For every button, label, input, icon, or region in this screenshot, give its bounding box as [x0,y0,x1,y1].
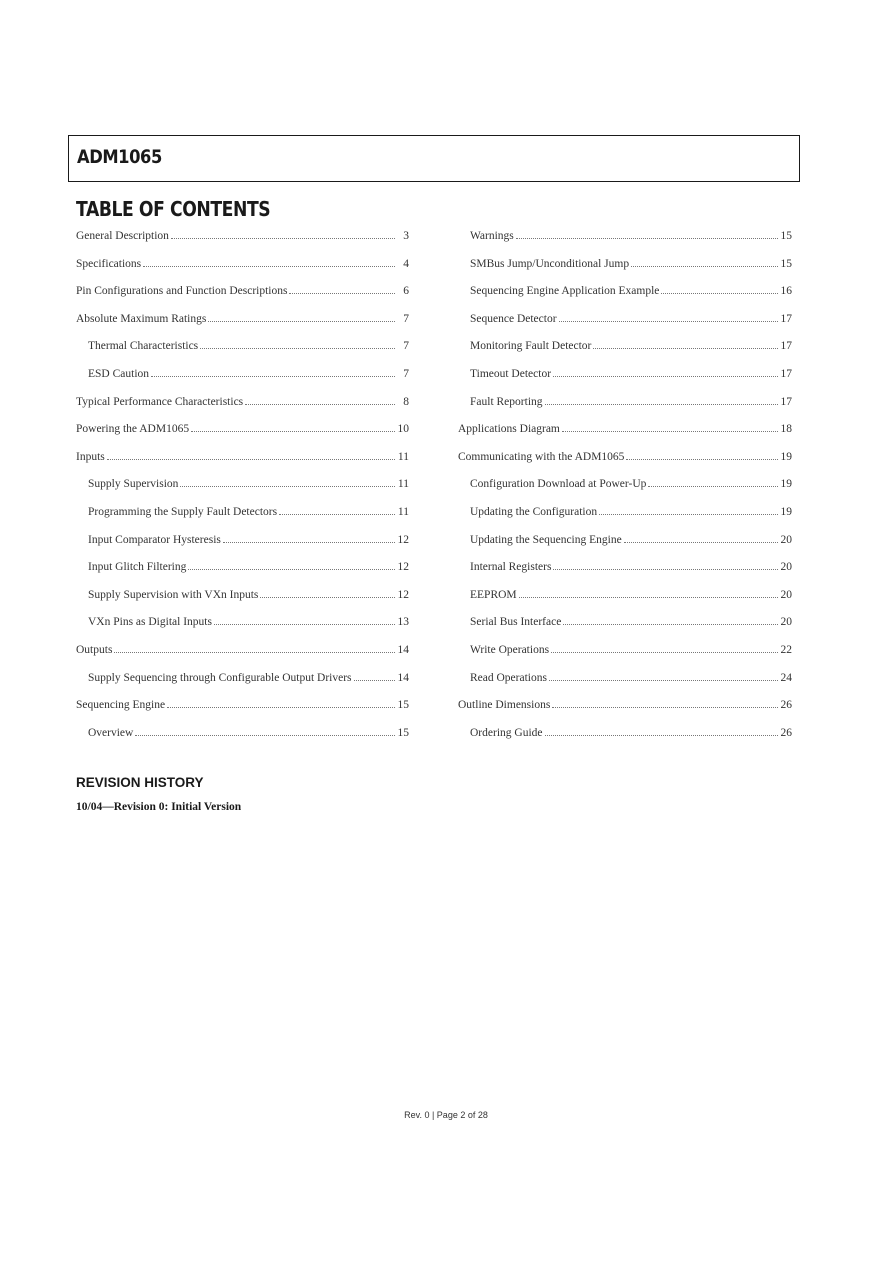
toc-entry-label: Warnings [470,230,514,242]
toc-entry-page: 13 [397,616,409,629]
toc-leader-dots [260,588,395,598]
toc-entry-page: 19 [780,505,792,518]
toc-entry-label: Fault Reporting [470,395,543,408]
toc-subentry[interactable] [76,585,409,613]
toc-subentry[interactable] [458,502,792,530]
toc-leader-dots [559,312,778,322]
toc-entry-page: 11 [397,478,409,491]
toc-entry-page: 7 [403,312,409,325]
toc-entry[interactable] [458,419,792,447]
toc-entry-page: 15 [780,230,792,242]
toc-entry[interactable] [76,281,409,309]
toc-entry-label: Outputs [76,643,113,656]
toc-subentry[interactable] [76,336,409,364]
toc-leader-dots [553,367,778,377]
toc-entry-page: 8 [403,395,409,408]
toc-leader-dots [624,533,778,543]
toc-entry-page: 17 [780,312,792,325]
toc-leader-dots [245,395,395,405]
toc-entry-label: Programming the Supply Fault Detectors [88,505,278,518]
toc-entry[interactable] [76,226,409,254]
toc-leader-dots [626,450,778,460]
toc-entry-page: 20 [780,588,792,601]
toc-entry[interactable] [76,309,409,337]
toc-leader-dots [648,477,778,487]
toc-leader-dots [223,533,395,543]
toc-entry-page: 26 [780,699,792,712]
toc-entry-label: Outline Dimensions [458,699,551,712]
toc-entry-page: 16 [780,285,792,298]
toc-entry-page: 7 [403,367,409,380]
toc-entry-page: 20 [780,616,792,629]
toc-subentry[interactable] [458,336,792,364]
toc-leader-dots [545,395,778,405]
toc-entry-page: 26 [780,726,792,739]
toc-subentry[interactable] [458,254,792,282]
toc-entry-label: Internal Registers [470,561,552,574]
toc-entry-label: Updating the Configuration [470,505,598,518]
toc-leader-dots [553,560,778,570]
toc-leader-dots [551,643,778,653]
toc-leader-dots [552,698,778,708]
toc-leader-dots [200,339,395,349]
toc-entry-label: Applications Diagram [458,423,560,436]
toc-subentry[interactable] [76,668,409,696]
toc-entry-page: 20 [780,533,792,546]
toc-entry-label: Overview [88,726,134,739]
toc-entry-page: 6 [403,285,409,298]
toc-entry[interactable] [76,392,409,420]
toc-entry-page: 22 [780,643,792,656]
toc-entry-label: Powering the ADM1065 [76,423,190,436]
toc-entry-page: 3 [403,230,409,242]
toc-leader-dots [114,643,395,653]
toc-entry-label: Pin Configurations and Function Descriptions [76,285,288,298]
toc-leader-dots [214,615,395,625]
toc-leader-dots [191,422,395,432]
toc-entry-label: Typical Performance Characteristics [76,395,244,408]
toc-entry-page: 14 [397,671,409,684]
toc-subentry[interactable] [458,281,792,309]
toc-entry-label: Specifications [76,257,142,270]
toc-subentry[interactable] [458,364,792,392]
toc-entry-label: Input Glitch Filtering [88,561,187,574]
toc-entry-label: Input Comparator Hysteresis [88,533,221,546]
toc-leader-dots [151,367,395,377]
toc-leader-dots [279,505,395,515]
toc-entry-label: ESD Caution [88,367,150,380]
toc-entry-label: Write Operations [470,643,550,656]
toc-entry-label: Supply Sequencing through Configurable Output Drivers [88,671,352,684]
toc-leader-dots [549,671,778,681]
toc-entry-page: 17 [780,367,792,380]
toc-right-column [458,226,792,750]
toc-leader-dots [519,588,778,598]
toc-subentry[interactable] [458,612,792,640]
document-title: ADM1065 [77,146,162,168]
toc-entry-label: Monitoring Fault Detector [470,340,592,353]
toc-entry[interactable] [76,695,409,723]
toc-subentry[interactable] [458,392,792,420]
toc-entry-page: 11 [397,505,409,518]
toc-subentry[interactable] [458,557,792,585]
toc-leader-dots [599,505,778,515]
toc-entry-page: 15 [397,699,409,712]
toc-leader-dots [180,477,395,487]
toc-entry[interactable] [76,419,409,447]
toc-entry-label: Supply Supervision with VXn Inputs [88,588,259,601]
toc-left-column [76,226,409,750]
toc-subentry[interactable] [458,226,792,254]
toc-entry-page: 17 [780,340,792,353]
document-header [68,135,800,182]
toc-subentry[interactable] [458,640,792,668]
toc-subentry[interactable] [76,364,409,392]
toc-entry-label: General Description [76,230,169,242]
toc-entry[interactable] [458,695,792,723]
toc-subentry[interactable] [458,585,792,613]
toc-entry-label: Thermal Characteristics [88,340,199,353]
toc-subentry[interactable] [458,723,792,751]
toc-entry-page: 12 [397,561,409,574]
toc-entry-page: 15 [780,257,792,270]
toc-entry-page: 20 [780,561,792,574]
toc-entry-label: Absolute Maximum Ratings [76,312,207,325]
toc-leader-dots [107,450,395,460]
toc-entry[interactable] [76,254,409,282]
toc-subentry[interactable] [76,557,409,585]
toc-entry[interactable] [76,447,409,475]
toc-entry-page: 15 [397,726,409,739]
toc-entry-label: Read Operations [470,671,547,684]
toc-subentry[interactable] [76,502,409,530]
toc-leader-dots [563,615,778,625]
toc-entry-page: 11 [397,450,409,463]
toc-subentry[interactable] [458,474,792,502]
toc-heading: TABLE OF CONTENTS [76,197,271,221]
toc-entry-label: Sequencing Engine Application Example [470,285,660,298]
toc-leader-dots [135,726,395,736]
toc-entry-page: 24 [780,671,792,684]
toc-entry-page: 12 [397,588,409,601]
toc-entry-label: Configuration Download at Power-Up [470,478,647,491]
toc-leader-dots [188,560,395,570]
toc-entry-page: 19 [780,478,792,491]
toc-entry-label: Timeout Detector [470,367,552,380]
toc-subentry[interactable] [76,612,409,640]
toc-entry-label: SMBus Jump/Unconditional Jump [470,257,630,270]
toc-leader-dots [171,229,395,239]
toc-subentry[interactable] [458,309,792,337]
toc-entry-page: 14 [397,643,409,656]
toc-subentry[interactable] [76,474,409,502]
toc-leader-dots [354,671,395,681]
toc-leader-dots [208,312,395,322]
toc-entry-label: Sequencing Engine [76,699,166,712]
revision-history-entry: 10/04—Revision 0: Initial Version [76,801,242,813]
toc-entry-page: 12 [397,533,409,546]
toc-leader-dots [562,422,778,432]
toc-entry-page: 19 [780,450,792,463]
toc-subentry[interactable] [458,530,792,558]
toc-entry-page: 18 [780,423,792,436]
page-footer: Rev. 0 | Page 2 of 28 [404,1110,488,1120]
toc-entry[interactable] [76,640,409,668]
toc-entry-label: Inputs [76,450,105,463]
toc-leader-dots [516,229,778,239]
toc-entry-page: 17 [780,395,792,408]
toc-entry-label: EEPROM [470,588,517,601]
toc-subentry[interactable] [76,530,409,558]
toc-leader-dots [143,257,395,267]
toc-entry-label: Updating the Sequencing Engine [470,533,622,546]
toc-leader-dots [545,726,779,736]
toc-entry[interactable] [458,447,792,475]
revision-history-heading: REVISION HISTORY [76,775,204,790]
toc-leader-dots [661,284,778,294]
toc-leader-dots [631,257,778,267]
toc-subentry[interactable] [76,723,409,751]
toc-entry-page: 10 [397,423,409,436]
toc-entry-label: VXn Pins as Digital Inputs [88,616,212,629]
toc-entry-label: Ordering Guide [470,726,543,739]
toc-entry-page: 4 [403,257,409,270]
toc-entry-page: 7 [403,340,409,353]
toc-entry-label: Communicating with the ADM1065 [458,450,625,463]
toc-leader-dots [593,339,778,349]
toc-leader-dots [167,698,395,708]
toc-entry-label: Supply Supervision [88,478,179,491]
toc-entry-label: Sequence Detector [470,312,557,325]
toc-leader-dots [289,284,395,294]
toc-entry-label: Serial Bus Interface [470,616,562,629]
toc-subentry[interactable] [458,668,792,696]
